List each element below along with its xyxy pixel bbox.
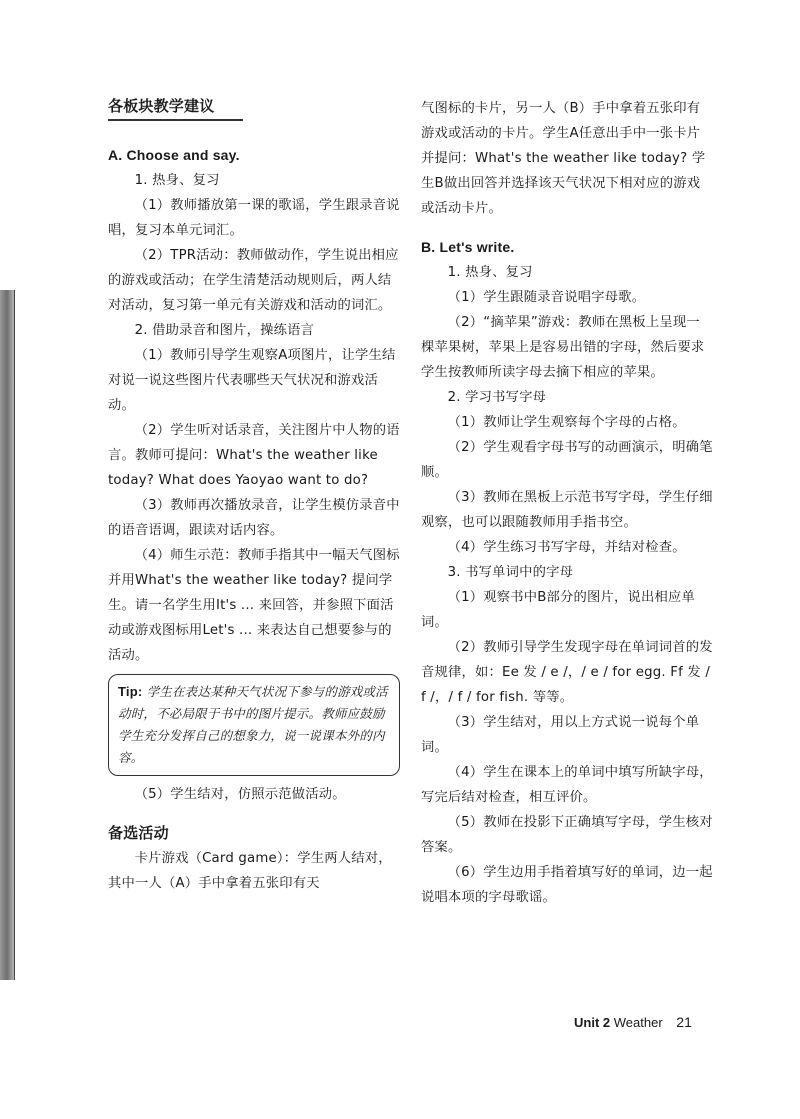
step-a2-3: （3）教师再次播放录音，让学生模仿录音中的语音语调，跟读对话内容。 <box>108 498 400 538</box>
step-b2-3: （3）教师在黑板上示范书写字母，学生仔细观察，也可以跟随教师用手指书空。 <box>421 490 713 530</box>
book-spine-line <box>14 290 15 980</box>
section-b-heading: B. Let's write. <box>421 239 515 255</box>
step-b3-5: （5）教师在投影下正确填写字母，学生核对答案。 <box>421 815 713 855</box>
step-b3-6: （6）学生边用手指着填写好的单词，边一起说唱本项的字母歌谣。 <box>421 865 713 905</box>
section-title: 各板块教学建议 <box>108 96 243 121</box>
step-a1-2: （2）TPR活动：教师做动作，学生说出相应的游戏或活动；在学生清楚活动规则后，两人结对活动，复习第一单元有关游戏和活动的词汇。 <box>108 248 399 313</box>
unit-title: Weather <box>613 1015 663 1030</box>
step-b3: 3. 书写单词中的字母 <box>447 565 574 580</box>
tip-label: Tip: <box>118 684 143 699</box>
step-b2-1: （1）教师让学生观察每个字母的占格。 <box>447 415 686 430</box>
step-b1-1: （1）学生跟随录音说唱字母歌。 <box>447 290 646 305</box>
left-column <box>108 96 400 896</box>
page-number: 21 <box>676 1014 692 1030</box>
right-column <box>421 96 713 910</box>
alternative-activity-text: 卡片游戏（Card game）：学生两人结对，其中一人（A）手中拿着五张印有天 <box>108 851 392 891</box>
step-a2: 2. 借助录音和图片，操练语言 <box>134 323 315 338</box>
step-b3-4: （4）学生在课本上的单词中填写所缺字母，写完后结对检查，相互评价。 <box>421 765 713 805</box>
step-b2-4: （4）学生练习书写字母，并结对检查。 <box>447 540 686 555</box>
step-b1-2: （2）“摘苹果”游戏：教师在黑板上呈现一棵苹果树，苹果上是容易出错的字母，然后要求学生按教师所读字母去摘下相应的苹果。 <box>421 315 705 380</box>
step-a2-2: （2）学生听对话录音，关注图片中人物的语言。教师可提问：What's the weather like today? What does Yaoyao want to do? <box>108 423 400 488</box>
alternative-activity-heading: 备选活动 <box>108 824 169 842</box>
step-a1-1: （1）教师播放第一课的歌谣，学生跟录音说唱，复习本单元词汇。 <box>108 198 400 238</box>
tip-box <box>108 674 400 776</box>
step-b1: 1. 热身、复习 <box>447 265 533 280</box>
step-a2-5: （5）学生结对，仿照示范做活动。 <box>134 787 346 802</box>
step-b2-2: （2）学生观看字母书写的动画演示，明确笔顺。 <box>421 440 713 480</box>
step-b2: 2. 学习书写字母 <box>447 390 547 405</box>
step-b3-1: （1）观察书中B部分的图片，说出相应单词。 <box>421 590 696 630</box>
step-a1: 1. 热身、复习 <box>134 173 220 188</box>
page-footer <box>574 1014 692 1030</box>
step-a2-4: （4）师生示范：教师手指其中一幅天气图标并用What's the weather like today? 提问学生。请一名学生用It's ... 来回答，并参照下面活动或游戏图标用Let's ... 来表达自己想要参与的活动。 <box>108 548 400 663</box>
book-spine-edge <box>0 290 14 980</box>
step-b3-3: （3）学生结对，用以上方式说一说每个单词。 <box>421 715 700 755</box>
step-a2-1: （1）教师引导学生观察A项图片，让学生结对说一说这些图片代表哪些天气状况和游戏活动。 <box>108 348 396 413</box>
alternative-activity-continued: 气图标的卡片，另一人（B）手中拿着五张印有游戏或活动的卡片。学生A任意出手中一张卡片并提问：What's the weather like today? 学生B做出回答并选择该天气状况下相对应的游戏或活动卡片。 <box>421 101 706 216</box>
step-b3-2: （2）教师引导学生发现字母在单词词首的发音规律，如：Ee 发 / e /，/ e / for egg. Ff 发 / f /，/ f / for fish. 等等。 <box>421 640 713 705</box>
tip-text: 学生在表达某种天气状况下参与的游戏或活动时，不必局限于书中的图片提示。教师应鼓励学生充分发挥自己的想象力，说一说课本外的内容。 <box>118 684 388 765</box>
section-a-heading: A. Choose and say. <box>108 147 240 163</box>
unit-label: Unit 2 <box>574 1015 611 1030</box>
